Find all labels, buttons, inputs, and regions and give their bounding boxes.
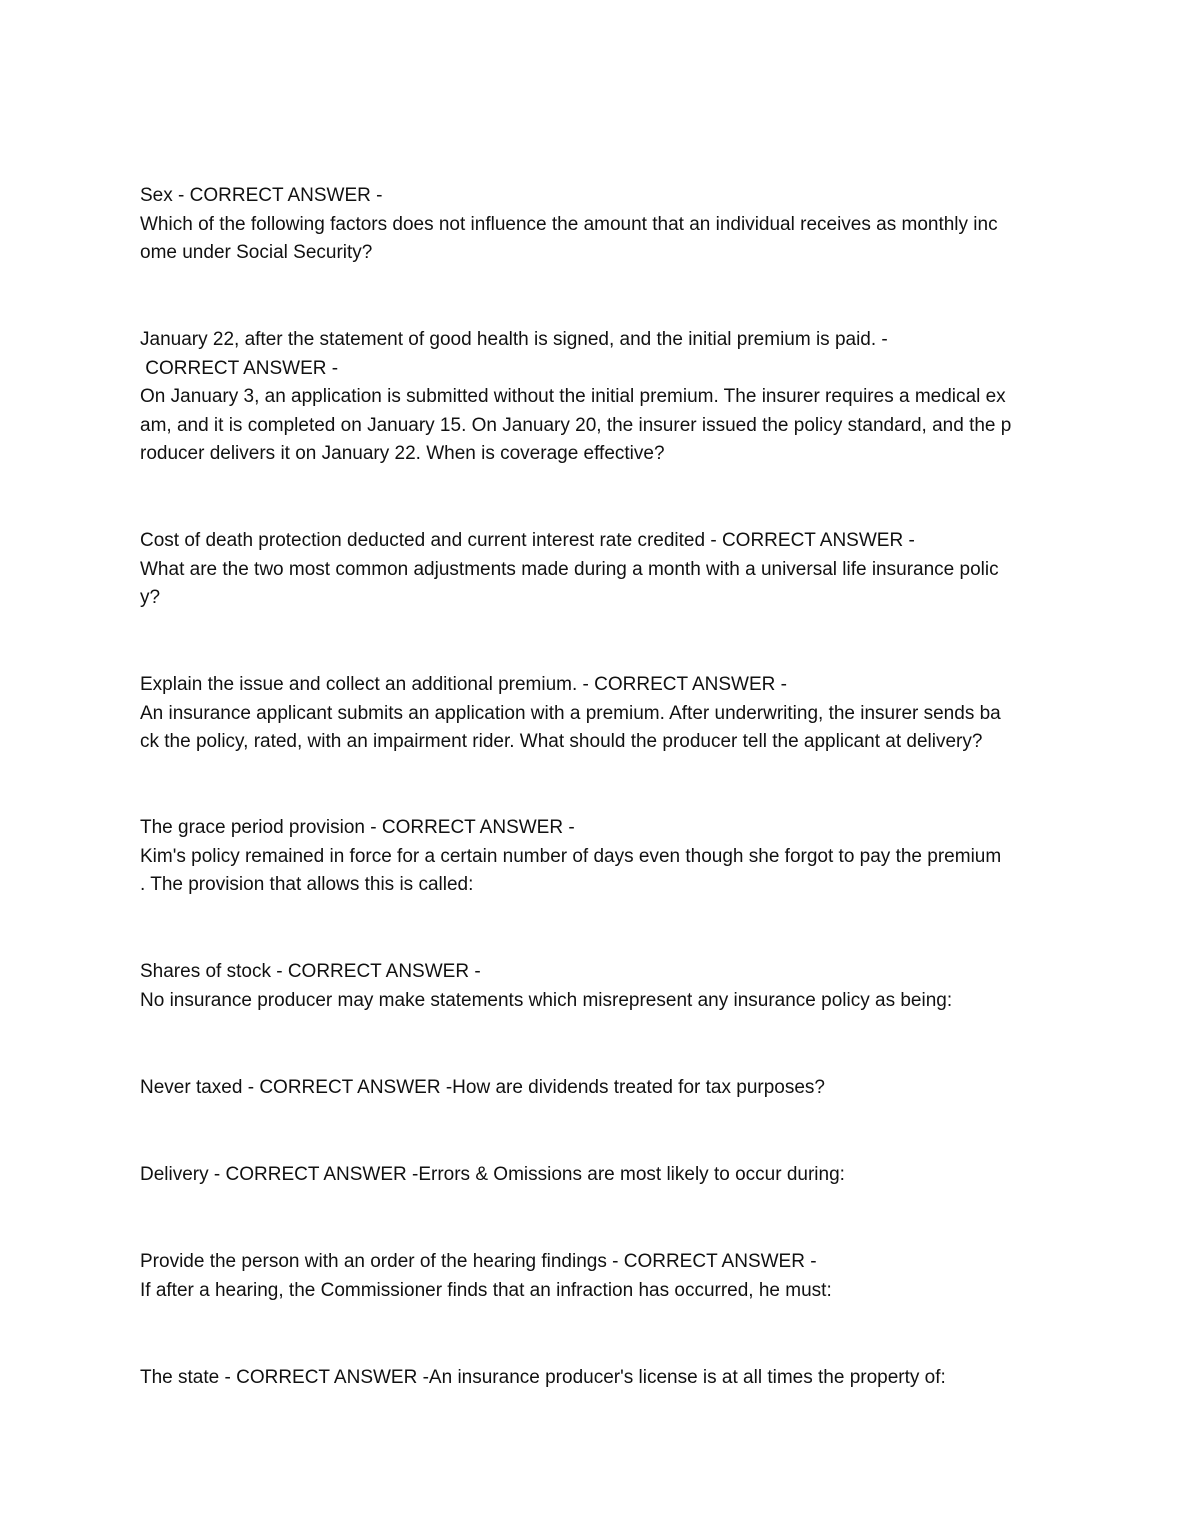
question-line: Which of the following factors does not influence the amount that an individual receives as monthly inc — [140, 213, 998, 235]
qa-entry — [140, 1074, 1060, 1103]
question-line: If after a hearing, the Commissioner finds that an infraction has occurred, he must: — [140, 1279, 832, 1301]
question-line: am, and it is completed on January 15. On January 20, the insurer issued the policy standard, and the p — [140, 414, 1012, 436]
question-line: Kim's policy remained in force for a certain number of days even though she forgot to pay the premium — [140, 845, 1002, 867]
question-line: No insurance producer may make statements which misrepresent any insurance policy as being: — [140, 989, 953, 1011]
answer-line: Explain the issue and collect an additional premium. - CORRECT ANSWER - — [140, 674, 787, 695]
question-line: An insurance applicant submits an application with a premium. After underwriting, the insurer sends ba — [140, 702, 1001, 724]
answer-line: Cost of death protection deducted and current interest rate credited - CORRECT ANSWER - — [140, 530, 915, 551]
answer-line: January 22, after the statement of good health is signed, and the initial premium is paid. - — [140, 329, 888, 350]
answer-line: CORRECT ANSWER - — [140, 357, 339, 379]
answer-line: Shares of stock - CORRECT ANSWER - — [140, 961, 481, 982]
answer-line: Sex - CORRECT ANSWER - — [140, 185, 383, 206]
question-line: On January 3, an application is submitted without the initial premium. The insurer requires a medical ex — [140, 386, 1006, 407]
question-line: What are the two most common adjustments made during a month with a universal life insurance polic — [140, 558, 999, 580]
qa-entry — [140, 814, 1060, 900]
answer-line: The grace period provision - CORRECT ANSWER - — [140, 817, 575, 838]
question-line: . The provision that allows this is called: — [140, 874, 474, 895]
question-line: y? — [140, 587, 161, 608]
qa-line: Delivery - CORRECT ANSWER -Errors & Omissions are most likely to occur during: — [140, 1164, 845, 1185]
qa-entry — [140, 1364, 1060, 1393]
qa-entry — [140, 1161, 1060, 1190]
answer-line: Provide the person with an order of the hearing findings - CORRECT ANSWER - — [140, 1251, 817, 1272]
qa-entry — [140, 1248, 1060, 1305]
qa-line: Never taxed - CORRECT ANSWER -How are dividends treated for tax purposes? — [140, 1077, 825, 1098]
question-line: roducer delivers it on January 22. When is coverage effective? — [140, 443, 665, 464]
qa-entry — [140, 958, 1060, 1015]
qa-entry — [140, 326, 1060, 469]
qa-entry — [140, 182, 1060, 268]
qa-line: The state - CORRECT ANSWER -An insurance producer's license is at all times the property of: — [140, 1367, 946, 1388]
question-line: ck the policy, rated, with an impairment rider. What should the producer tell the applicant at delivery? — [140, 731, 983, 752]
question-line: ome under Social Security? — [140, 242, 373, 263]
qa-entry — [140, 527, 1060, 613]
qa-entry — [140, 671, 1060, 757]
